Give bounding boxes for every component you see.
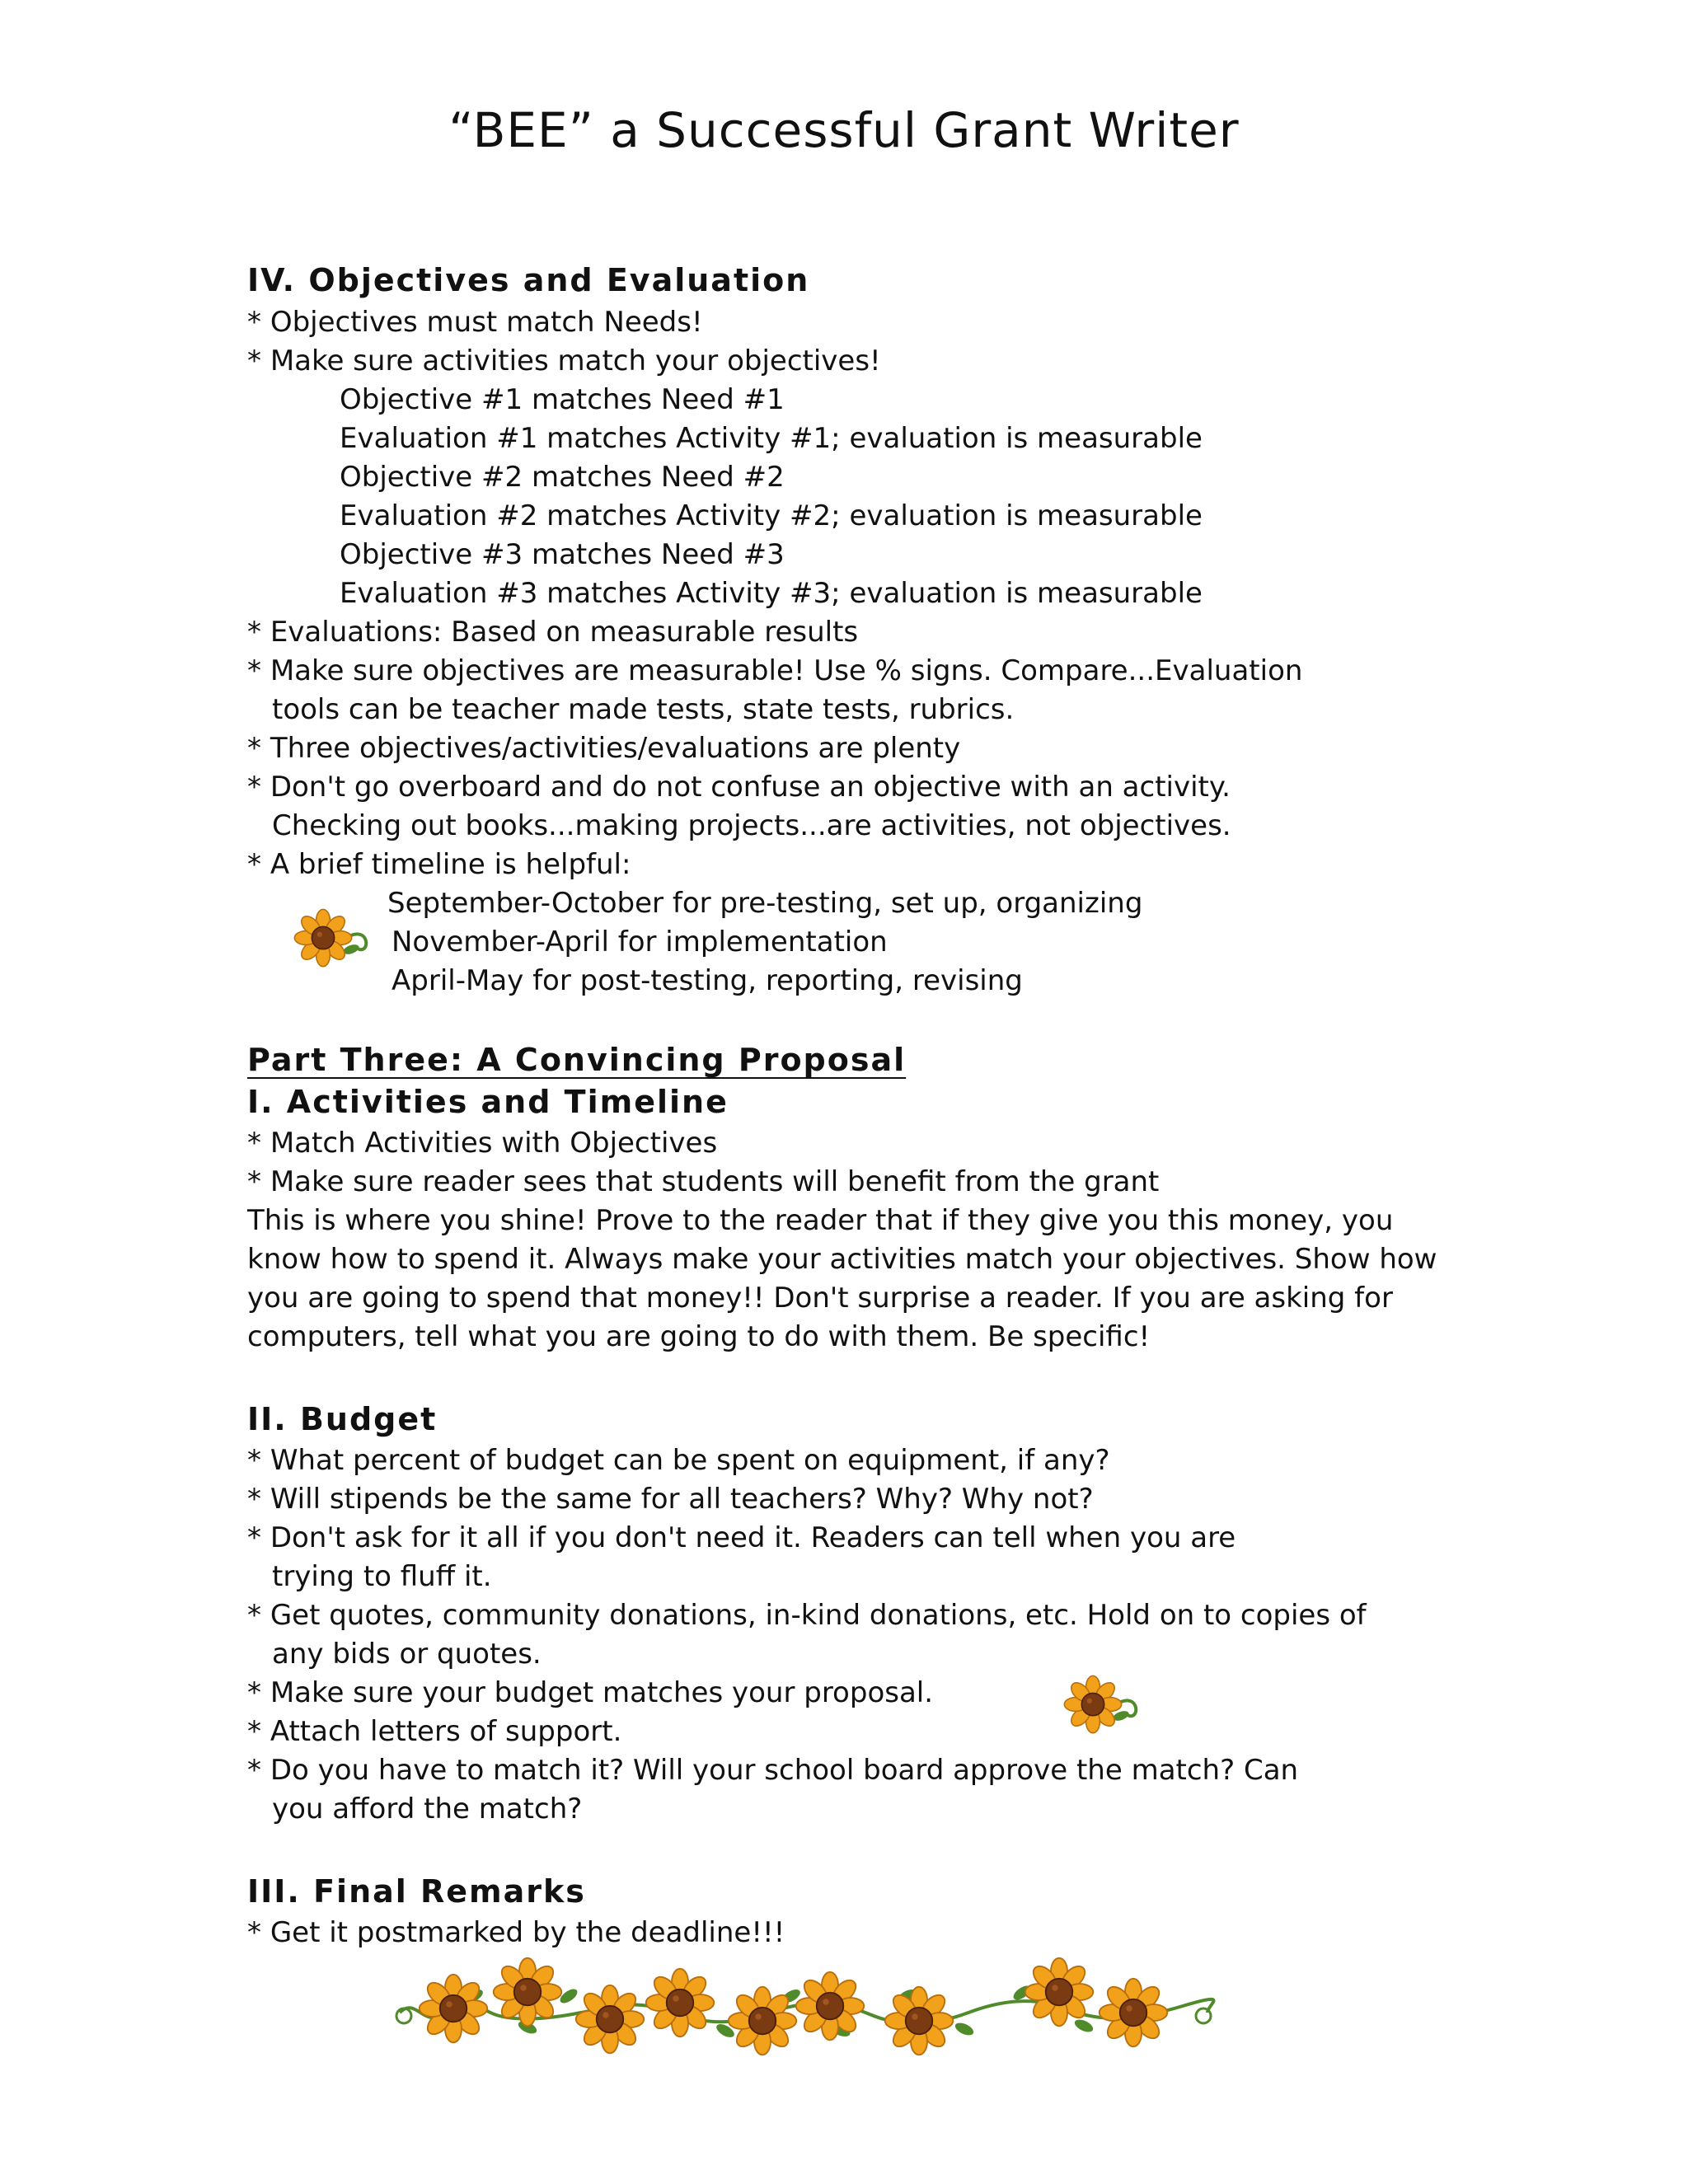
objectives-subline: Evaluation #1 matches Activity #1; evaluation is measurable	[340, 422, 1203, 455]
objectives-line: * Make sure activities match your objectives!	[247, 342, 881, 381]
activities-paragraph-line: you are going to spend that money!! Don't surprise a reader. If you are asking for	[247, 1282, 1393, 1315]
objectives-line: * Evaluations: Based on measurable results	[247, 613, 858, 652]
objectives-line: * Three objectives/activities/evaluations are plenty	[247, 729, 960, 768]
objectives-line: * A brief timeline is helpful:	[247, 846, 631, 884]
section-heading-budget: II. Budget	[247, 1401, 438, 1437]
timeline-item: September-October for pre-testing, set up, organizing	[387, 887, 1143, 920]
budget-line: * Will stipends be the same for all teachers? Why? Why not?	[247, 1480, 1094, 1519]
timeline-item: November-April for implementation	[392, 926, 888, 958]
activities-paragraph-line: computers, tell what you are going to do with them. Be specific!	[247, 1320, 1151, 1353]
budget-line: * Attach letters of support.	[247, 1713, 621, 1751]
sunflower-icon	[1063, 1673, 1149, 1739]
objectives-subline: Evaluation #2 matches Activity #2; evaluation is measurable	[340, 499, 1203, 532]
activities-paragraph-line: know how to spend it. Always make your activities match your objectives. Show how	[247, 1243, 1437, 1276]
budget-line: * Get quotes, community donations, in-kind donations, etc. Hold on to copies of	[247, 1596, 1367, 1635]
budget-line: * Don't ask for it all if you don't need it. Readers can tell when you are	[247, 1519, 1236, 1558]
section-heading-objectives: IV. Objectives and Evaluation	[247, 262, 810, 298]
objectives-line-continued: tools can be teacher made tests, state tests, rubrics.	[272, 693, 1015, 726]
objectives-subline: Evaluation #3 matches Activity #3; evaluation is measurable	[340, 577, 1203, 610]
activities-line: * Match Activities with Objectives	[247, 1124, 717, 1163]
objectives-line: * Don't go overboard and do not confuse an objective with an activity.	[247, 768, 1231, 807]
objectives-line: * Make sure objectives are measurable! Use % signs. Compare...Evaluation	[247, 652, 1302, 691]
budget-line: * Make sure your budget matches your proposal.	[247, 1674, 933, 1713]
budget-line: * What percent of budget can be spent on equipment, if any?	[247, 1441, 1110, 1480]
budget-line: * Do you have to match it? Will your school board approve the match? Can	[247, 1751, 1298, 1790]
part-heading: Part Three: A Convincing Proposal	[247, 1042, 907, 1078]
budget-line-continued: any bids or quotes.	[272, 1638, 542, 1671]
activities-paragraph-line: This is where you shine! Prove to the reader that if they give you this money, you	[247, 1204, 1394, 1237]
objectives-subline: Objective #2 matches Need #2	[340, 461, 785, 494]
document-title: “BEE” a Successful Grant Writer	[448, 102, 1240, 158]
sunflower-icon	[293, 907, 379, 972]
section-heading-activities: I. Activities and Timeline	[247, 1084, 729, 1120]
sunflower-border-icon	[392, 1955, 1216, 2062]
objectives-subline: Objective #3 matches Need #3	[340, 538, 785, 571]
objectives-subline: Objective #1 matches Need #1	[340, 383, 785, 416]
final-line: * Get it postmarked by the deadline!!!	[247, 1914, 785, 1952]
budget-line-continued: trying to fluff it.	[272, 1560, 492, 1593]
timeline-item: April-May for post-testing, reporting, revising	[392, 964, 1023, 997]
budget-line-continued: you afford the match?	[272, 1793, 583, 1825]
activities-line: * Make sure reader sees that students will benefit from the grant	[247, 1163, 1159, 1202]
section-heading-final: III. Final Remarks	[247, 1873, 586, 1910]
objectives-line-continued: Checking out books...making projects...are activities, not objectives.	[272, 809, 1231, 842]
objectives-line: * Objectives must match Needs!	[247, 303, 703, 342]
